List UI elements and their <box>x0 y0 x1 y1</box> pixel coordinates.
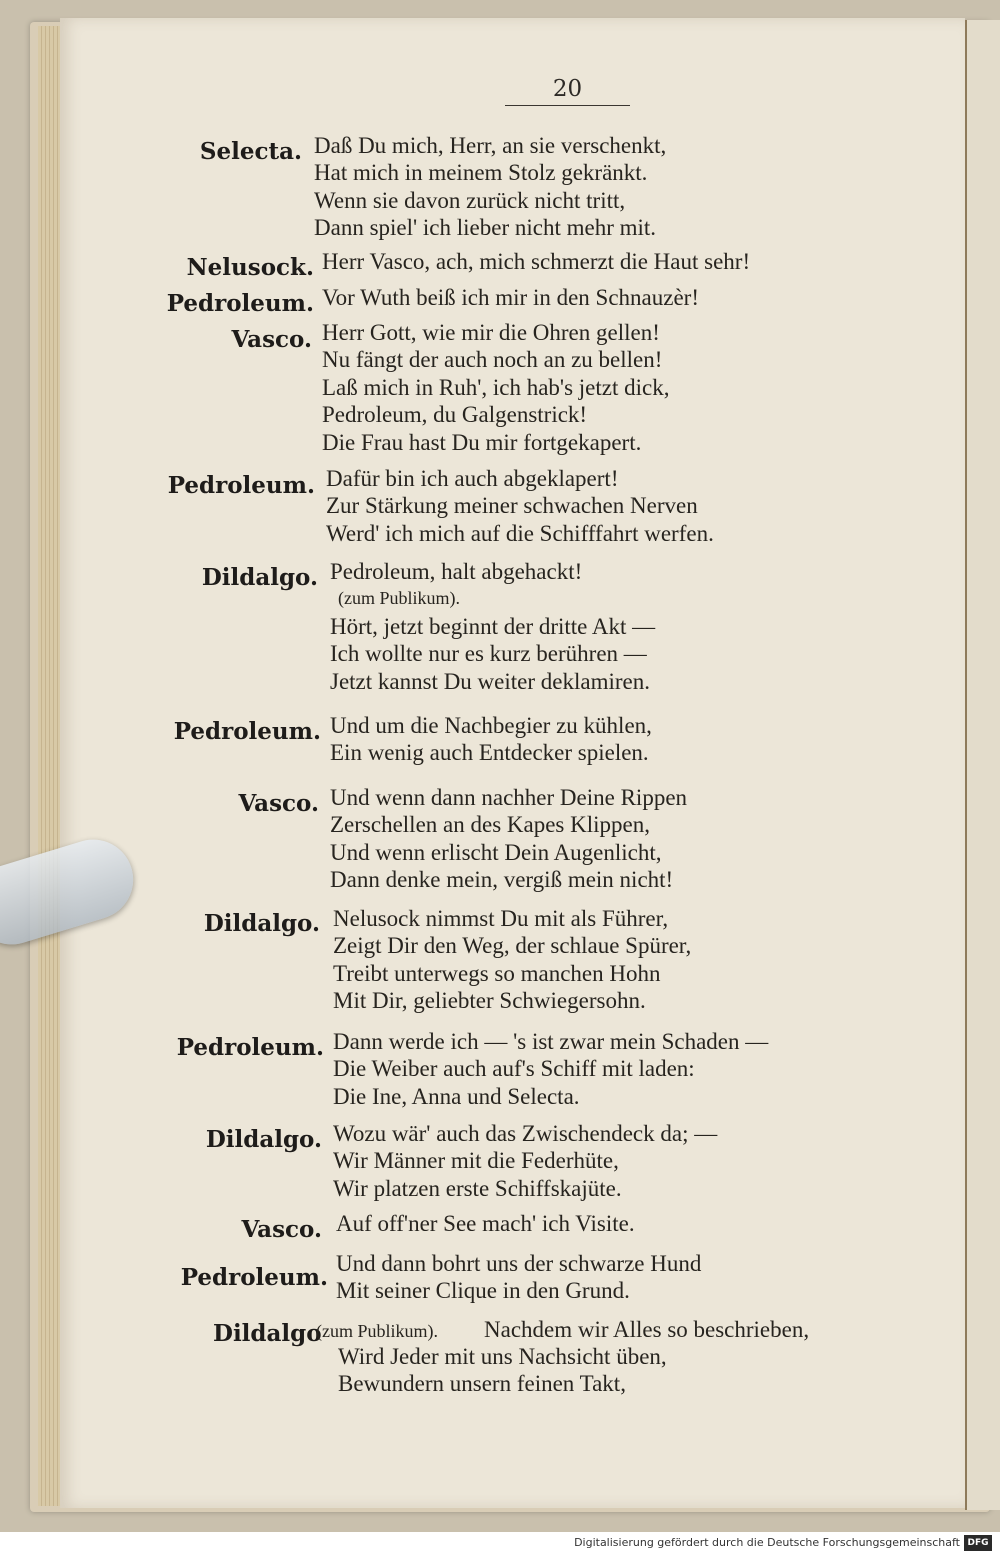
verse-line: Nu fängt der auch noch an zu bellen! <box>322 347 663 373</box>
speaker-name: Vasco. <box>241 1216 322 1243</box>
verse-line: Dann denke mein, vergiß mein nicht! <box>330 867 674 893</box>
speech-lines <box>333 1120 717 1202</box>
verse-line: Wir platzen erste Schiffskajüte. <box>333 1175 622 1201</box>
verse-line: Die Weiber auch auf's Schiff mit laden: <box>333 1056 695 1082</box>
speaker-name: Pedroleum. <box>166 290 314 317</box>
verse-line: Vor Wuth beiß ich mir in den Schnauzèr! <box>322 285 699 310</box>
verse-line: Mit Dir, geliebter Schwiegersohn. <box>333 988 646 1014</box>
speaker-name: Vasco. <box>238 790 319 817</box>
verse-line: Bewundern unsern feinen Takt, <box>338 1371 626 1397</box>
verse-line: Zeigt Dir den Weg, der schlaue Spürer, <box>333 933 692 959</box>
speaker-name: Selecta. <box>199 138 302 165</box>
verse-line: Hat mich in meinem Stolz gekränkt. <box>314 160 648 186</box>
speech-lines <box>333 905 691 1015</box>
speech-lines <box>322 319 669 456</box>
speech-lines <box>338 1343 667 1398</box>
dfg-logo: DFG <box>964 1535 992 1551</box>
speaker-name: Vasco. <box>231 326 312 353</box>
stage-direction: (zum Publikum). <box>338 588 460 609</box>
verse-line: Pedroleum, halt abgehackt! <box>330 559 583 584</box>
speaker-name: Pedroleum. <box>173 718 321 745</box>
speech-lines <box>336 1210 635 1237</box>
speech-lines <box>330 558 655 695</box>
verse-line: Nachdem wir Alles so beschrieben, <box>484 1317 810 1342</box>
speaker-name: Pedroleum. <box>167 472 315 499</box>
speech-lines <box>330 784 687 894</box>
verse-line: Jetzt kannst Du weiter deklamiren. <box>330 668 650 694</box>
page-number: 20 <box>552 76 583 102</box>
verse-line: Daß Du mich, Herr, an sie verschenkt, <box>314 133 667 158</box>
speech-lines <box>314 132 666 242</box>
speech-lines <box>333 1028 768 1110</box>
stage-direction: (zum Publikum). <box>316 1321 438 1341</box>
verse-line: Pedroleum, du Galgenstrick! <box>322 402 588 428</box>
verse-line: Dafür bin ich auch abgeklapert! <box>326 466 619 491</box>
page-edges <box>38 26 60 1506</box>
verse-line: Wozu wär' auch das Zwischendeck da; — <box>333 1121 718 1146</box>
header-rule <box>505 105 630 106</box>
verse-line: Treibt unterwegs so manchen Hohn <box>333 960 661 986</box>
speech-lines <box>330 712 652 767</box>
verse-line: Zerschellen an des Kapes Klippen, <box>330 812 650 838</box>
verse-line: Ein wenig auch Entdecker spielen. <box>330 740 649 766</box>
speaker-name: Dildalgo. <box>201 564 318 591</box>
verse-line: Wir Männer mit die Federhüte, <box>333 1148 619 1174</box>
verse-line: Dann spiel' ich lieber nicht mehr mit. <box>314 215 657 241</box>
verse-line: Herr Vasco, ach, mich schmerzt die Haut sehr! <box>322 249 751 274</box>
verse-line: Werd' ich mich auf die Schifffahrt werfen. <box>326 520 714 546</box>
speaker-name: Nelusock. <box>186 254 314 281</box>
verse-line: Und wenn erlischt Dein Augenlicht, <box>330 839 662 865</box>
speech-lines <box>336 1250 701 1305</box>
speech-lines <box>484 1316 809 1343</box>
speech-lines <box>322 248 750 275</box>
verse-line: Auf off'ner See mach' ich Visite. <box>336 1211 635 1236</box>
verse-line: Nelusock nimmst Du mit als Führer, <box>333 906 669 931</box>
facing-page-edge <box>965 20 1000 1510</box>
speech-lines <box>322 284 699 311</box>
verse-line: Wenn sie davon zurück nicht tritt, <box>314 187 626 213</box>
verse-line: Und dann bohrt uns der schwarze Hund <box>336 1251 702 1276</box>
verse-line: Und um die Nachbegier zu kühlen, <box>330 713 652 738</box>
speaker-name: Dildalgo. <box>203 910 320 937</box>
verse-line: Mit seiner Clique in den Grund. <box>336 1278 630 1304</box>
verse-line: Herr Gott, wie mir die Ohren gellen! <box>322 320 660 345</box>
speaker-name: Dildalgo <box>213 1320 322 1347</box>
verse-line: Wird Jeder mit uns Nachsicht üben, <box>338 1344 667 1369</box>
speaker-name: Pedroleum. <box>180 1264 328 1291</box>
verse-line: Dann werde ich — 's ist zwar mein Schaden — <box>333 1029 769 1054</box>
speaker-name: Pedroleum. <box>176 1034 324 1061</box>
verse-line: Zur Stärkung meiner schwachen Nerven <box>326 493 698 519</box>
verse-line: Ich wollte nur es kurz berühren — <box>330 641 647 667</box>
speech-lines <box>326 465 714 547</box>
verse-line: Die Ine, Anna und Selecta. <box>333 1083 580 1109</box>
verse-line: Laß mich in Ruh', ich hab's jetzt dick, <box>322 374 670 400</box>
verse-line: Die Frau hast Du mir fortgekapert. <box>322 429 642 455</box>
speaker-name: Dildalgo. <box>205 1126 322 1153</box>
funding-credit: Digitalisierung gefördert durch die Deutsche Forschungsgemeinschaft <box>574 1536 960 1549</box>
verse-line: Hört, jetzt beginnt der dritte Akt — <box>330 613 656 639</box>
verse-line: Und wenn dann nachher Deine Rippen <box>330 785 688 810</box>
